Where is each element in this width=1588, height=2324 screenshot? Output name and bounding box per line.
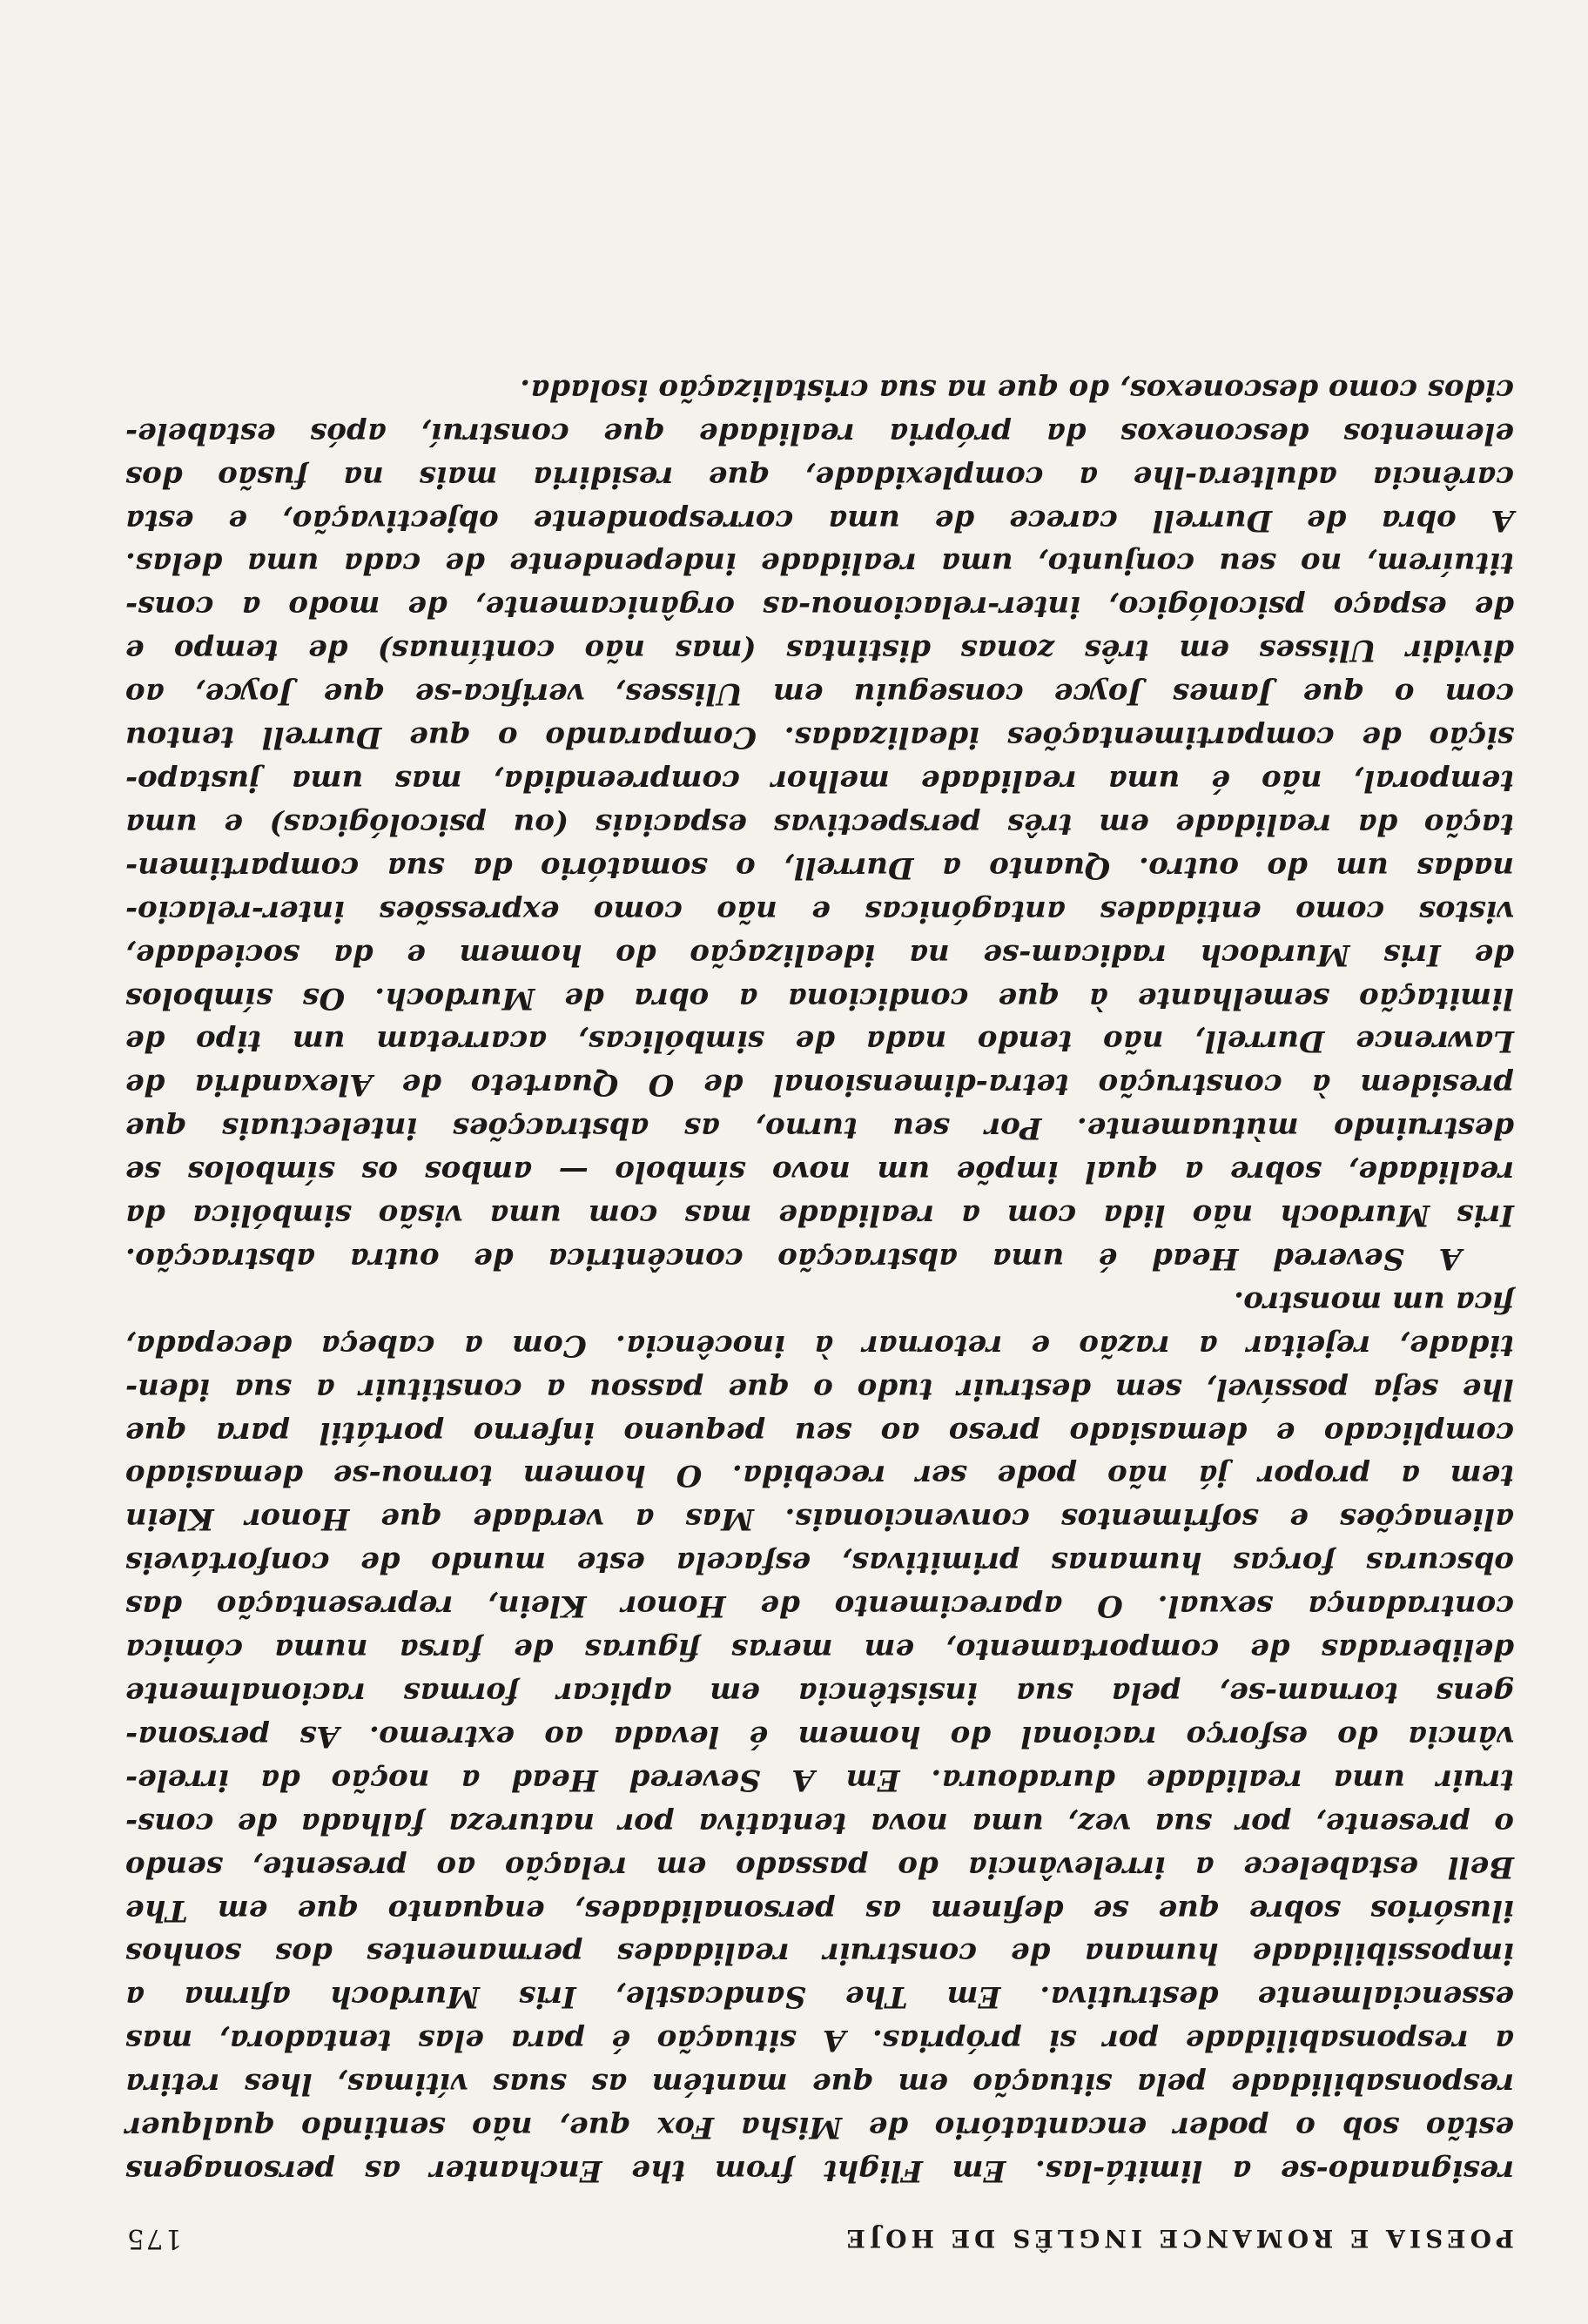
running-title: POESIA E ROMANCE INGLÊS DE HOJE [842, 2224, 1514, 2253]
text-line: impossibilidade humana de construir realidades permanentes dos sonhos [125, 1936, 1514, 1971]
text-line: dividir Ulisses em três zonas distintas (mas não contínuas) de tempo e [125, 633, 1514, 668]
text-line: A obra de Durrell carece de uma correspondente objectivação, e esta [125, 502, 1514, 538]
text-line: com o que James Joyce conseguiu em Ulisses, verifica-se que Joyce, ao [125, 676, 1514, 712]
text-line: o presente, por sua vez, uma nova tentativa por natureza falhada de cons- [125, 1805, 1514, 1841]
text-line: ilusórios sobre que se definem as personalidades, enquanto que em The [125, 1892, 1514, 1928]
running-head [125, 2211, 1514, 2254]
text-line: essencialmente destrutiva. Em The Sandcastle, Iris Murdoch afirma a [125, 1979, 1514, 2015]
text-line: tituírem, no seu conjunto, uma realidade independente de cada uma delas. [125, 546, 1514, 581]
paragraph [125, 367, 1514, 1280]
text-line: complicado e demasiado preso ao seu pequeno inferno portátil para que [125, 1414, 1514, 1450]
page-number: 175 [125, 2223, 183, 2254]
body-text [125, 367, 1514, 2192]
text-line: limitação semelhante à que condiciona a obra de Murdoch. Os símbolos [125, 980, 1514, 1016]
text-line: gens tornam-se, pela sua insistência em aplicar formas racionalmente [125, 1676, 1514, 1711]
text-line: cidos como desconexos, do que na sua cristalização isolada. [520, 372, 1514, 407]
text-line: lhe seja possível, sem destruir tudo o que passou a constituir a sua iden- [125, 1371, 1514, 1407]
text-line: destruindo mùtuamente. Por seu turno, as abstracções intelectuais que [125, 1111, 1514, 1146]
text-line: Iris Murdoch não lida com a realidade mas com uma visão simbólica da [125, 1198, 1514, 1233]
paragraph [125, 1280, 1514, 2192]
text-line: tação da realidade em três perspectivas espaciais (ou psicológicas) e uma [125, 806, 1514, 842]
text-line: de Iris Murdoch radicam-se na idealização do homem e da sociedade, [125, 937, 1514, 972]
text-line: responsabilidade pela situação em que mantém as suas vítimas, lhes retira [125, 2066, 1514, 2102]
text-line: sição de compartimentações idealizadas. Comparando o que Durrell tentou [125, 720, 1514, 756]
text-line: a responsabilidade por si próprias. A situação é para elas tentadora, mas [125, 2023, 1514, 2059]
text-line: temporal, não é uma realidade melhor compreendida, mas uma justapo- [125, 763, 1514, 798]
text-line: truir uma realidade duradoura. Em A Severed Head a noção da irrele- [125, 1762, 1514, 1797]
text-line: estão sob o poder encantatório de Misha Fox que, não sentindo qualquer [125, 2110, 1514, 2146]
text-line: carência adultera-lhe a complexidade, que residiria mais na fusão dos [125, 459, 1514, 494]
text-line: deliberadas de comportamento, em meras figuras de farsa numa cómica [125, 1632, 1514, 1668]
text-line: presidem à construção tetra-dimensional de O Quarteto de Alexandria de [125, 1067, 1514, 1103]
text-line: alienações e sofrimentos convencionais. Mas a verdade que Honor Klein [125, 1501, 1514, 1537]
text-line: tem a propor já não pode ser recebida. O homem tornou-se demasiado [125, 1458, 1514, 1494]
text-line: de espaço psicológico, inter-relacionou-as orgânicamente, de modo a cons- [125, 589, 1514, 625]
text-line: vância do esforço racional do homem é levada ao extremo. As persona- [125, 1718, 1514, 1754]
text-line: elementos desconexos da própria realidade que construí, após estabele- [125, 415, 1514, 451]
text-line: resignando-se a limitá-las. Em Flight from the Enchanter as personagens [125, 2153, 1514, 2188]
text-line: fica um monstro. [1234, 1284, 1514, 1320]
text-line: Lawrence Durrell, não tendo nada de simbólicas, acarretam um tipo de [125, 1024, 1514, 1059]
text-line: contradança sexual. O aparecimento de Honor Klein, representação das [125, 1589, 1514, 1624]
text-line: tidade, rejeitar a razão e retornar à inocência. Com a cabeça decepada, [125, 1327, 1514, 1363]
text-line: nadas um do outro. Quanto a Durrell, o somatório da sua compartimen- [125, 850, 1514, 885]
text-line: obscuras forças humanas primitivas, esfacela este mundo de confortáveis [125, 1545, 1514, 1581]
text-line: realidade, sobre a qual impõe um novo símbolo — ambos os símbolos se [125, 1154, 1514, 1190]
text-line: Bell estabelece a irrelevância do passado em relação ao presente, sendo [125, 1849, 1514, 1884]
text-line: A Severed Head é uma abstracção concêntrica de outra abstracção. [125, 1240, 1462, 1276]
text-column [125, 367, 1514, 2254]
text-line: vistos como entidades antagónicas e não como expressões inter-relacio- [125, 893, 1514, 929]
